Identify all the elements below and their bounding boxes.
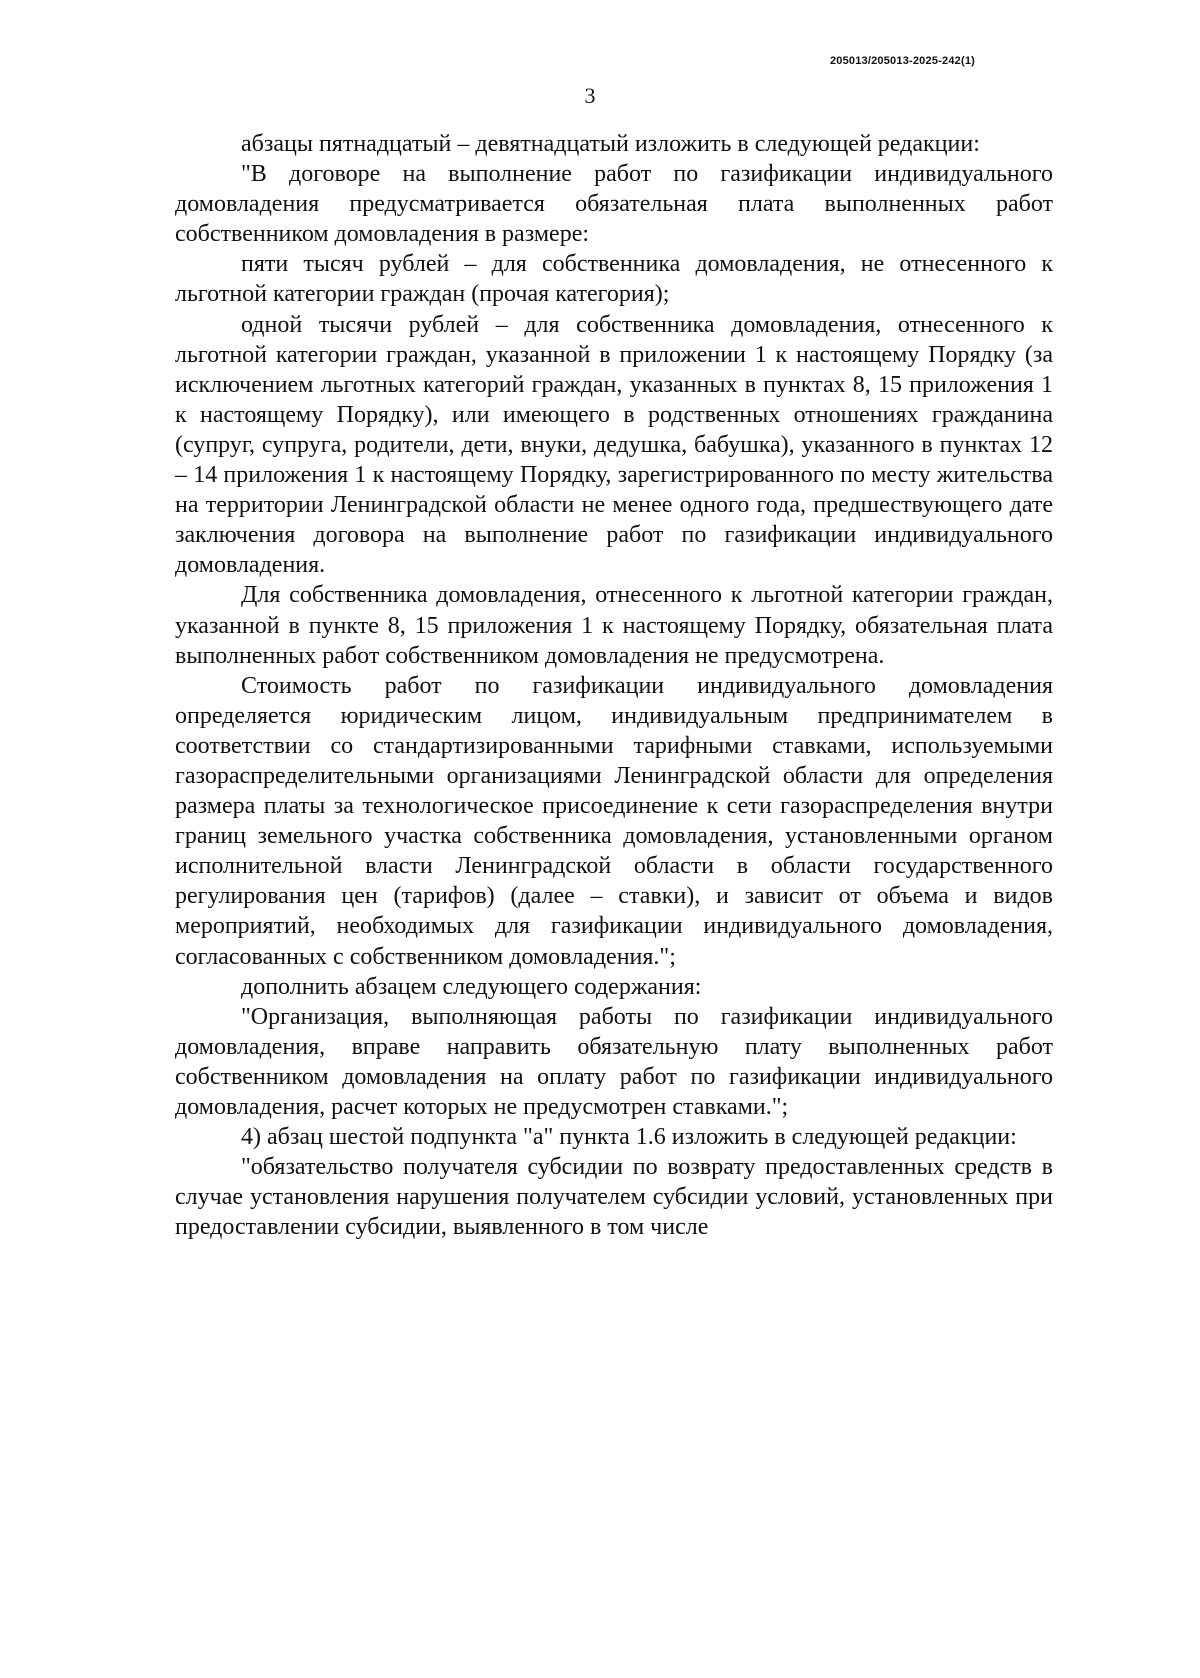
paragraph: пяти тысяч рублей – для собственника домовладения, не отнесенного к льготной категории граждан (прочая категория); xyxy=(175,251,1053,308)
paragraph: "обязательство получателя субсидии по возврату предоставленных средств в случае установления нарушения получателем субсидии условий, установленных при предоставлении субсидии, выявленного в том числе xyxy=(175,1154,1053,1241)
document-body xyxy=(175,129,1053,1242)
paragraph: Для собственника домовладения, отнесенного к льготной категории граждан, указанной в пункте 8, 15 приложения 1 к настоящему Порядку, обязательная плата выполненных работ собственником домовладения не предусмотрена. xyxy=(175,582,1053,669)
paragraph: 4) абзац шестой подпункта "а" пункта 1.6 изложить в следующей редакции: xyxy=(241,1124,1017,1151)
paragraph: "В договоре на выполнение работ по газификации индивидуального домовладения предусматривается обязательная плата выполненных работ собственником домовладения в размере: xyxy=(175,161,1053,248)
document-code: 205013/205013-2025-242(1) xyxy=(829,55,975,67)
paragraph: одной тысячи рублей – для собственника домовладения, отнесенного к льготной категории граждан, указанной в приложении 1 к настоящему Порядку (за исключением льготных категорий граждан, указанных в пунктах 8, 15 приложения 1 к настоящему Порядку), или имеющего в родственных отношениях гражданина (супруг, супруга, родители, дети, внуки, дедушка, бабушка), указанного в пунктах 12 – 14 приложения 1 к настоящему Порядку, зарегистрированного по месту жительства на территории Ленинградской области не менее одного года, предшествующего дате заключения договора на выполнение работ по газификации индивидуального домовладения. xyxy=(175,311,1053,579)
paragraph: Стоимость работ по газификации индивидуального домовладения определяется юридическим лицом, индивидуальным предпринимателем в соответствии со стандартизированными тарифными ставками, используемыми газораспределительными организациями Ленинградской области для определения размера платы за технологическое присоединение к сети газораспределения внутри границ земельного участка собственника домовладения, установленными органом исполнительной власти Ленинградской области в области государственного регулирования цен (тарифов) (далее – ставки), и зависит от объема и видов мероприятий, необходимых для газификации индивидуального домовладения, согласованных с собственником домовладения."; xyxy=(175,672,1053,970)
page-number: 3 xyxy=(584,83,596,108)
paragraph: дополнить абзацем следующего содержания: xyxy=(241,973,702,1000)
paragraph: "Организация, выполняющая работы по газификации индивидуального домовладения, вправе направить обязательную плату выполненных работ собственником домовладения на оплату работ по газификации индивидуального домовладения, расчет которых не предусмотрен ставками."; xyxy=(175,1003,1053,1120)
paragraph: абзацы пятнадцатый – девятнадцатый изложить в следующей редакции: xyxy=(241,131,980,157)
